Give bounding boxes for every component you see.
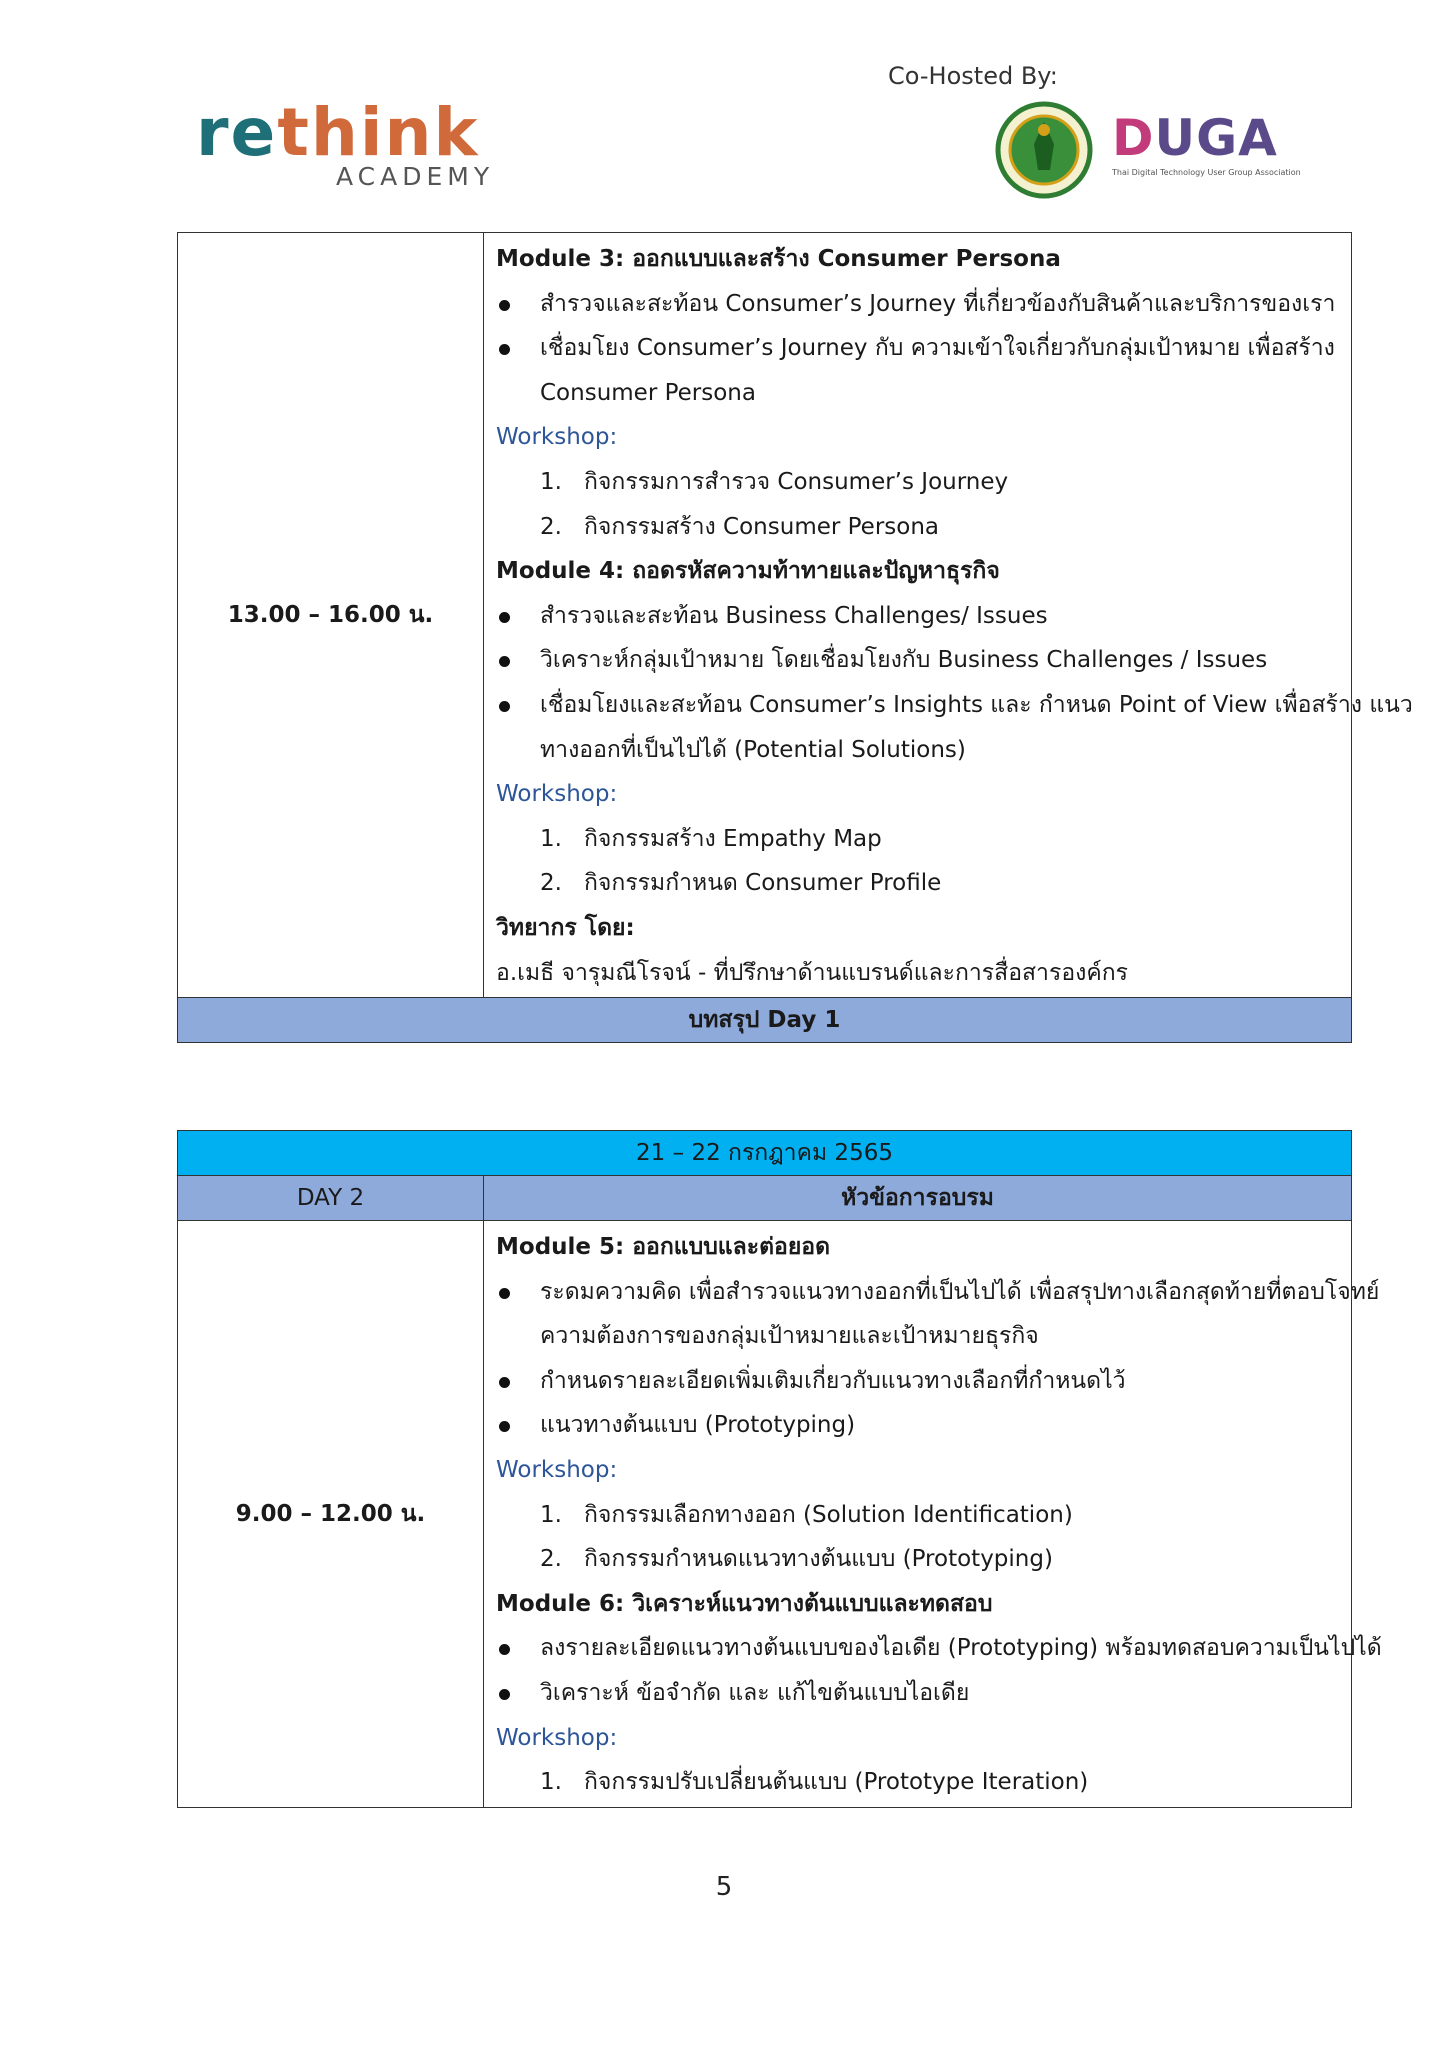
workshop-label: Workshop: [496, 1724, 618, 1751]
schedule-table-day2 [177, 1130, 1382, 1808]
table-row [178, 1221, 1352, 1808]
table-row [178, 998, 1352, 1043]
bullet-item: กำหนดรายละเอียดเพิ่มเติมเกี่ยวกับแนวทางเลือกที่กำหนดไว้ [496, 1359, 1339, 1404]
cohost-label: Co-Hosted By: [888, 62, 1058, 90]
list-item-number: 1. [540, 468, 562, 495]
list-item [496, 1537, 1339, 1582]
list-item [496, 1760, 1339, 1805]
bullet-item: เชื่อมโยงและสะท้อน Consumer’s Insights และ กำหนด Point of View เพื่อสร้าง แนว [496, 683, 1339, 728]
duga-subtext: Thai Digital Technology User Group Association [1112, 168, 1301, 177]
duga-text-part1: D [1112, 109, 1155, 167]
table-row [178, 233, 1352, 998]
list-item-text: กิจกรรมปรับเปลี่ยนต้นแบบ (Prototype Iteration) [584, 1769, 1089, 1796]
module-title: Module 5: ออกแบบและต่อยอด [496, 1234, 831, 1260]
bullet-item: ลงรายละเอียดแนวทางต้นแบบของไอเดีย (Prototyping) พร้อมทดสอบความเป็นไปได้ [496, 1626, 1339, 1671]
schedule-table-day1 [177, 232, 1413, 1043]
bullet-item-continued: ทางออกที่เป็นไปได้ (Potential Solutions) [540, 736, 966, 763]
bullet-item: วิเคราะห์กลุ่มเป้าหมาย โดยเชื่อมโยงกับ Business Challenges / Issues [496, 638, 1339, 683]
list-item-number: 2. [540, 870, 562, 897]
list-item [496, 505, 1339, 550]
bullet-item: ระดมความคิด เพื่อสำรวจแนวทางออกที่เป็นไปได้ เพื่อสรุปทางเลือกสุดท้ายที่ตอบโจทย์ [496, 1270, 1339, 1315]
list-item-number: 2. [540, 1546, 562, 1573]
list-item-text: กิจกรรมสร้าง Consumer Persona [584, 513, 940, 540]
list-item-text: กิจกรรมการสำรวจ Consumer’s Journey [584, 468, 1009, 495]
page-number: 5 [715, 1872, 733, 1902]
list-item-text: กิจกรรมกำหนดแนวทางต้นแบบ (Prototyping) [584, 1546, 1053, 1573]
column-header-day: DAY 2 [178, 1176, 484, 1221]
table-row [178, 1176, 1352, 1221]
list-item-number: 1. [540, 1501, 562, 1528]
workshop-label: Workshop: [496, 781, 618, 808]
bullet-item: เชื่อมโยง Consumer’s Journey กับ ความเข้าใจเกี่ยวกับกลุ่มเป้าหมาย เพื่อสร้าง [496, 326, 1339, 371]
content-cell [484, 233, 1413, 998]
list-item [496, 1493, 1339, 1538]
list-item-text: กิจกรรมเลือกทางออก (Solution Identification) [584, 1501, 1073, 1528]
list-item-text: กิจกรรมกำหนด Consumer Profile [584, 870, 942, 897]
list-item-number: 1. [540, 1769, 562, 1796]
speaker-label: วิทยากร โดย: [496, 914, 635, 941]
logo-text-part1: re [196, 94, 278, 171]
workshop-label: Workshop: [496, 424, 618, 451]
ministry-seal-icon [994, 100, 1094, 200]
rethink-academy-logo [196, 94, 496, 195]
speaker-name: อ.เมธี จารุมณีโรจน์ - ที่ปรึกษาด้านแบรนด์และการสื่อสารองค์กร [496, 959, 1129, 986]
table-row [178, 1131, 1352, 1176]
workshop-label: Workshop: [496, 1456, 618, 1483]
module-title: Module 3: ออกแบบและสร้าง Consumer Persona [496, 246, 1061, 272]
logo-text-part2: think [277, 94, 480, 171]
list-item-number: 1. [540, 825, 562, 852]
bullet-item: วิเคราะห์ ข้อจำกัด และ แก้ไขต้นแบบไอเดีย [496, 1671, 1339, 1716]
duga-text-part2: UGA [1154, 109, 1278, 167]
day-summary-row: บทสรุป Day 1 [178, 998, 1352, 1043]
page-header [0, 0, 1448, 230]
bullet-item: สำรวจและสะท้อน Business Challenges/ Issues [496, 594, 1339, 639]
list-item [496, 861, 1339, 906]
list-item-number: 2. [540, 513, 562, 540]
list-item-text: กิจกรรมสร้าง Empathy Map [584, 825, 882, 852]
date-header-row: 21 – 22 กรกฎาคม 2565 [178, 1131, 1352, 1176]
column-header-topic: หัวข้อการอบรม [484, 1176, 1352, 1221]
time-cell: 9.00 – 12.00 น. [178, 1221, 484, 1808]
bullet-item: สำรวจและสะท้อน Consumer’s Journey ที่เกี่ยวข้องกับสินค้าและบริการของเรา [496, 282, 1339, 327]
bullet-item-continued: Consumer Persona [540, 379, 756, 406]
duga-logo [1112, 109, 1312, 192]
content-cell [484, 1221, 1382, 1808]
list-item [496, 460, 1339, 505]
bullet-item: แนวทางต้นแบบ (Prototyping) [496, 1403, 1339, 1448]
module-title: Module 4: ถอดรหัสความท้าทายและปัญหาธุรกิจ [496, 558, 1000, 585]
logo-subtext: ACADEMY [336, 162, 495, 191]
bullet-item-continued: ความต้องการของกลุ่มเป้าหมายและเป้าหมายธุรกิจ [540, 1323, 1039, 1350]
module-title: Module 6: วิเคราะห์แนวทางต้นแบบและทดสอบ [496, 1590, 993, 1617]
time-cell: 13.00 – 16.00 น. [178, 233, 484, 998]
list-item [496, 817, 1339, 862]
